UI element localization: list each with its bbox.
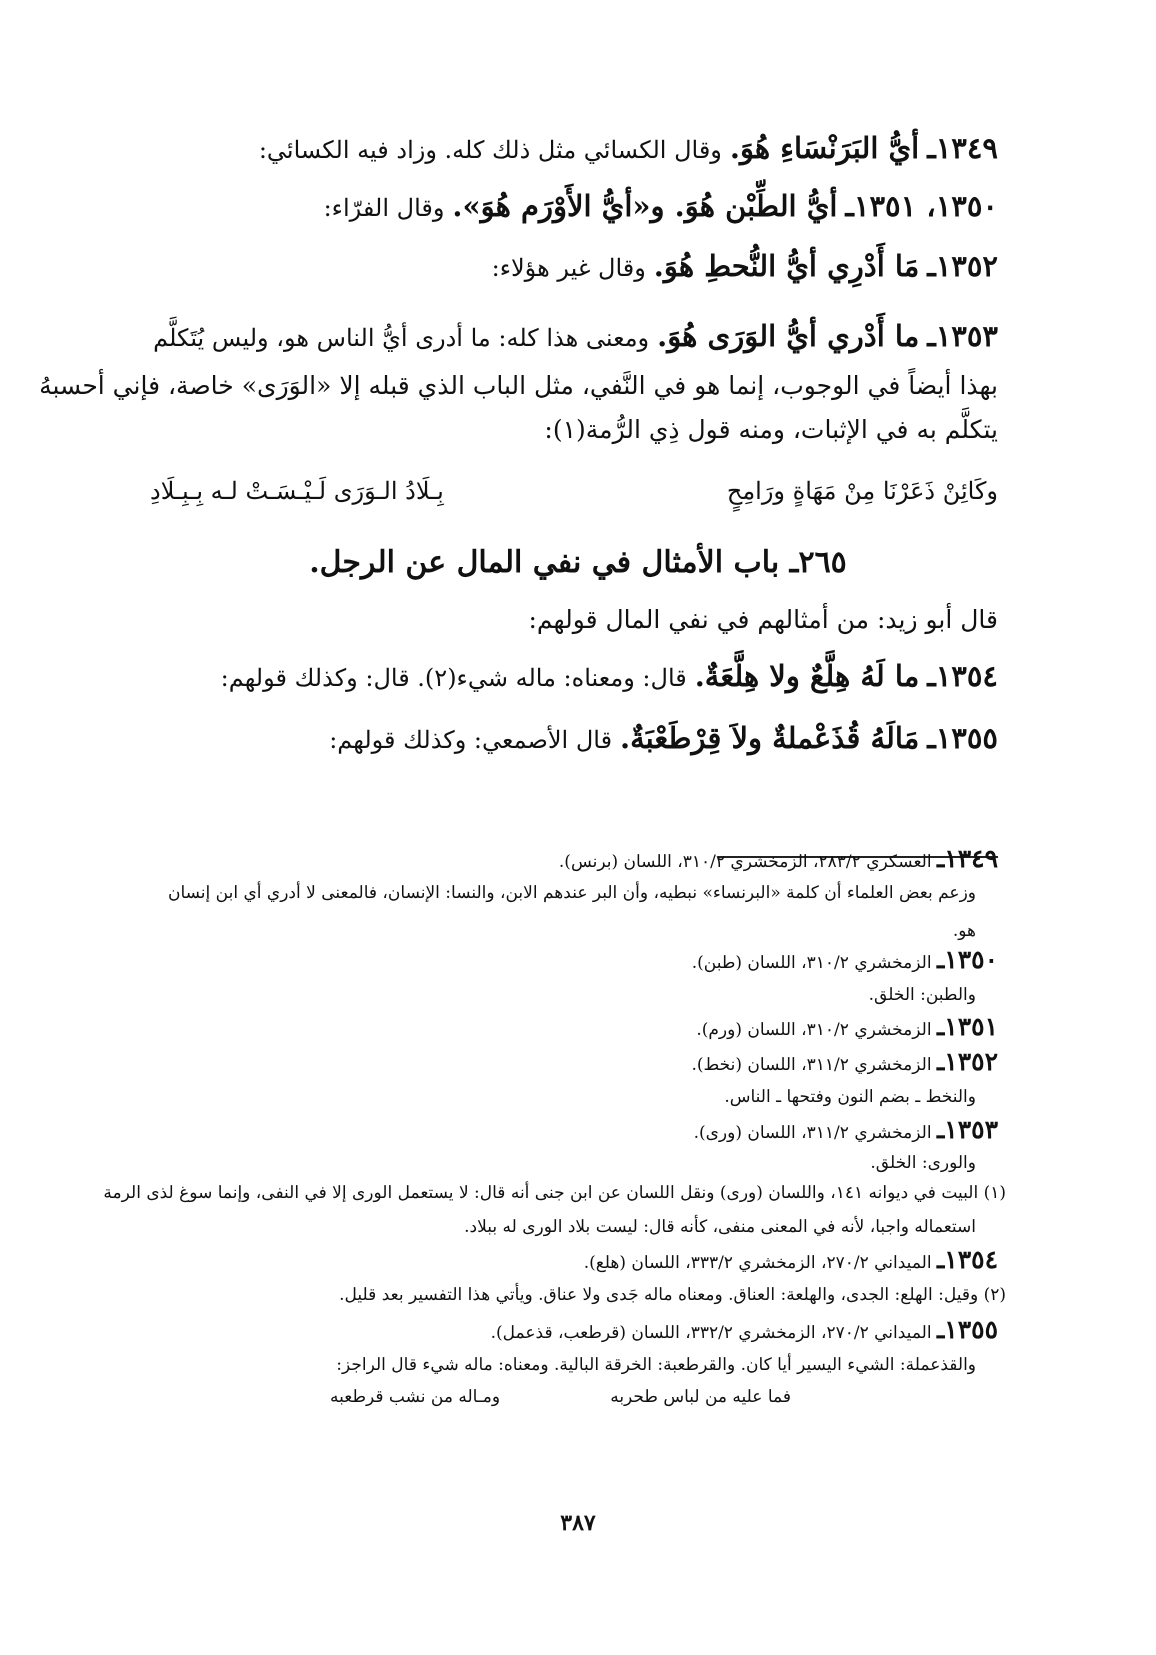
body-line: يتكلَّم به في الإثبات، ومنه قول ذِي الرُّمة(١): bbox=[544, 415, 998, 444]
entry-number: ١٣٥٥ـ bbox=[927, 721, 998, 755]
footnote-line: والقذعملة: الشيء اليسير أيا كان. والقرطعبة: الخرقة البالية. ومعناه: ماله شيء قال الراجز: bbox=[336, 1355, 976, 1375]
footnote-line: والنخط ـ بضم النون وفتحها ـ الناس. bbox=[724, 1087, 976, 1107]
footnote-text: الميداني ٢٧٠/٢، الزمخشري ٣٣٣/٢، اللسان (هلع). bbox=[583, 1253, 932, 1273]
entry-1350-1351 bbox=[100, 190, 998, 223]
proverb-text: مَالَهُ قُذَعْملةٌ ولاَ قِرْطَعْبَةٌ. bbox=[620, 721, 920, 755]
entry-1353 bbox=[100, 320, 998, 353]
footnote-number: ١٣٥٤ـ bbox=[936, 1245, 998, 1274]
footnote-number: ١٣٤٩ـ bbox=[936, 844, 998, 873]
commentary: قال الأصمعي: وكذلك قولهم: bbox=[329, 726, 613, 754]
proverb-text: أيُّ الطِّبْن هُوَ. و«أيُّ الأَوْرَم هُوَ». bbox=[452, 189, 838, 223]
verse-hemistich-first: وكَائِنْ ذَعَرْنَا مِنْ مَهَاةٍ ورَامِحٍ bbox=[726, 477, 998, 505]
proverb-text: أيُّ البَرَنْسَاءِ هُوَ. bbox=[729, 131, 920, 165]
footnote-line: والورى: الخلق. bbox=[870, 1153, 976, 1173]
proverb-text: ما أَدْري أيُّ الوَرَى هُوَ. bbox=[657, 319, 920, 353]
entry-1354 bbox=[100, 660, 998, 693]
body-line: قال أبو زيد: من أمثالهم في نفي المال قولهم: bbox=[528, 605, 998, 634]
footnote-number: ١٣٥٠ـ bbox=[936, 945, 998, 974]
footnote-number: ١٣٥٢ـ bbox=[936, 1047, 998, 1076]
entry-number: ١٣٤٩ـ bbox=[927, 131, 998, 165]
footnote-1350 bbox=[90, 946, 998, 975]
footnote-text: العسكري ٢٨٣/٢، الزمخشري ٣١٠/٢، اللسان (برنس). bbox=[558, 852, 932, 872]
body-line: بهذا أيضاً في الوجوب، إنما هو في النَّفي، مثل الباب الذي قبله إلا «الوَرَى» خاصة، فإني أحسبهُ bbox=[39, 371, 998, 400]
footnote-number: ١٣٥٣ـ bbox=[936, 1115, 998, 1144]
entry-number: ١٣٥٠، ١٣٥١ـ bbox=[845, 189, 998, 223]
note-2: (٢) وقيل: الهلع: الجدى، والهلعة: العناق. ومعناه ماله جَدى ولا عناق. ويأتي هذا التفسير بعد قليل. bbox=[339, 1285, 1006, 1305]
entry-number: ١٣٥٢ـ bbox=[927, 249, 998, 283]
commentary: وقال الكسائي مثل ذلك كله. وزاد فيه الكسائي: bbox=[258, 136, 722, 164]
poem-verse bbox=[150, 478, 998, 506]
footnote-1351 bbox=[90, 1013, 998, 1042]
commentary: وقال غير هؤلاء: bbox=[491, 254, 646, 282]
entry-1349 bbox=[100, 132, 998, 165]
commentary: ومعنى هذا كله: ما أدرى أيُّ الناس هو، وليس يُتَكلَّم bbox=[153, 324, 650, 352]
note-1-continued: استعماله واجبا، لأنه في المعنى منفى، كأنه قال: ليست بلاد الورى له ببلاد. bbox=[464, 1217, 976, 1237]
footnote-text: الزمخشري ٣١٠/٢، اللسان (ورم). bbox=[696, 1020, 932, 1040]
footnote-text: الزمخشري ٣١١/٢، اللسان (ورى). bbox=[693, 1123, 932, 1143]
note-1: (١) البيت في ديوانه ١٤١، واللسان (ورى) ونقل اللسان عن ابن جنى أنه قال: لا يستعمل الورى إلا في النفى، وإنما سوغ لذى الرمة bbox=[103, 1183, 1006, 1203]
footnote-1353 bbox=[90, 1116, 998, 1145]
commentary: قال: ومعناه: ماله شيء(٢). قال: وكذلك قولهم: bbox=[220, 664, 687, 692]
footnote-line: وزعم بعض العلماء أن كلمة «البرنساء» نبطيه، وأن البر عندهم الابن، والنسا: الإنسان، فالمعنى لا أدري أي ابن إنسان bbox=[167, 883, 976, 903]
entry-number: ١٣٥٣ـ bbox=[927, 319, 998, 353]
verse-hemistich-second: بِـلَادُ الـوَرَى لَـيْـسَـتْ لـه بِـبِـلَادِ bbox=[150, 477, 444, 505]
chapter-heading: ٢٦٥ـ باب الأمثال في نفي المال عن الرجل. bbox=[309, 545, 847, 580]
footnote-1349 bbox=[90, 845, 998, 874]
footnote-line: والطبن: الخلق. bbox=[868, 985, 976, 1005]
verse-hemistich-first: فما عليه من لباس طحربه bbox=[610, 1387, 791, 1407]
entry-number: ١٣٥٤ـ bbox=[927, 659, 998, 693]
verse-hemistich-second: ومـاله من نشب قرطعبه bbox=[330, 1387, 501, 1407]
commentary: وقال الفرّاء: bbox=[323, 194, 445, 222]
page-number: ٣٨٧ bbox=[560, 1510, 596, 1536]
footnote-1354 bbox=[90, 1246, 998, 1275]
footnote-text: الزمخشري ٣١١/٢، اللسان (نخط). bbox=[691, 1055, 932, 1075]
footnote-1355 bbox=[90, 1316, 998, 1345]
entry-1355 bbox=[100, 722, 998, 755]
poem-verse bbox=[330, 1388, 791, 1408]
entry-1352 bbox=[100, 250, 998, 283]
footnote-number: ١٣٥١ـ bbox=[936, 1012, 998, 1041]
footnote-text: الميداني ٢٧٠/٢، الزمخشري ٣٣٢/٢، اللسان (قرطعب، قذعمل). bbox=[490, 1323, 932, 1343]
footnote-text: الزمخشري ٣١٠/٢، اللسان (طبن). bbox=[691, 953, 932, 973]
footnote-line: هو. bbox=[952, 921, 976, 941]
footnote-1352 bbox=[90, 1048, 998, 1077]
footnote-number: ١٣٥٥ـ bbox=[936, 1315, 998, 1344]
proverb-text: ما لَهُ هِلَّعٌ ولا هِلَّعَةٌ. bbox=[694, 659, 920, 693]
proverb-text: مَا أَدْرِي أيُّ النُّحطِ هُوَ. bbox=[653, 249, 920, 283]
